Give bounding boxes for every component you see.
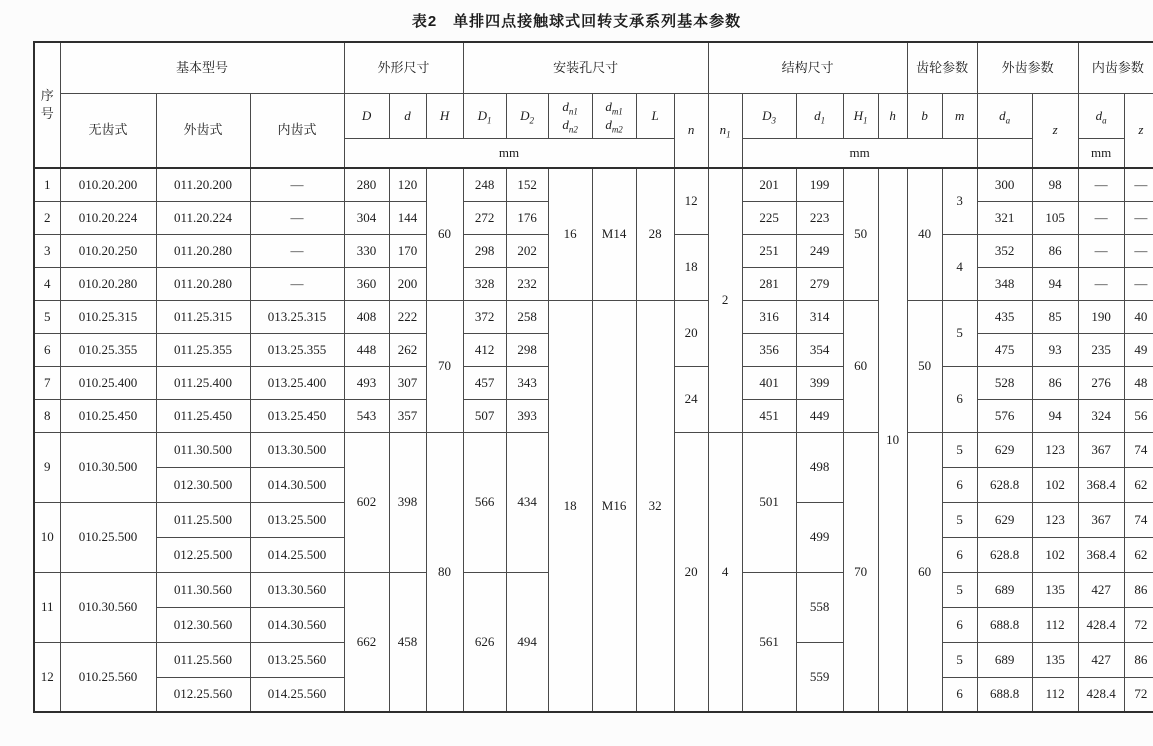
table-cell: 85: [1032, 300, 1078, 333]
table-cell: 629: [977, 432, 1032, 467]
column-symbol: $n_1$: [708, 93, 742, 168]
table-cell: 18: [674, 234, 708, 300]
table-cell: —: [250, 168, 344, 201]
table-cell: 014.30.560: [250, 607, 344, 642]
table-cell: 123: [1032, 502, 1078, 537]
table-cell: 262: [389, 333, 426, 366]
table-cell: 010.25.450: [60, 399, 156, 432]
table-cell: —: [1124, 267, 1153, 300]
table-cell: 558: [796, 572, 843, 642]
table-cell: 135: [1032, 572, 1078, 607]
table-cell: 74: [1124, 502, 1153, 537]
table-cell: 232: [506, 267, 548, 300]
header-cell: mm: [344, 138, 674, 168]
table-cell: 80: [426, 432, 463, 712]
table-cell: 494: [506, 572, 548, 712]
table-cell: 011.25.560: [156, 642, 250, 677]
table-cell: 190: [1078, 300, 1124, 333]
table-cell: 16: [548, 168, 592, 300]
table-cell: 199: [796, 168, 843, 201]
table-row: [34, 168, 1153, 201]
table-cell: 50: [907, 300, 942, 432]
table-cell: M16: [592, 300, 636, 712]
table-cell: 434: [506, 432, 548, 572]
table-cell: 428.4: [1078, 607, 1124, 642]
table-cell: 86: [1032, 234, 1078, 267]
table-cell: 368.4: [1078, 537, 1124, 572]
table-cell: 628.8: [977, 537, 1032, 572]
table-cell: 135: [1032, 642, 1078, 677]
table-cell: 251: [742, 234, 796, 267]
table-cell: 10: [878, 168, 907, 712]
table-cell: 011.25.355: [156, 333, 250, 366]
table-cell: 176: [506, 201, 548, 234]
table-cell: 225: [742, 201, 796, 234]
table-cell: 501: [742, 432, 796, 572]
table-cell: 475: [977, 333, 1032, 366]
table-cell: 86: [1124, 572, 1153, 607]
table-cell: 435: [977, 300, 1032, 333]
table-cell: 360: [344, 267, 389, 300]
column-symbol: L: [636, 93, 674, 138]
table-cell: 314: [796, 300, 843, 333]
table-cell: 626: [463, 572, 506, 712]
table-cell: 223: [796, 201, 843, 234]
table-cell: 011.20.224: [156, 201, 250, 234]
header-cell: 外齿参数: [977, 42, 1078, 93]
table-cell: 010.30.500: [60, 432, 156, 502]
table-cell: 011.25.450: [156, 399, 250, 432]
table-cell: 2: [34, 201, 60, 234]
table-cell: 9: [34, 432, 60, 502]
header-row: [34, 93, 1153, 138]
table-cell: 629: [977, 502, 1032, 537]
header-cell: 内齿式: [250, 93, 344, 168]
header-cell: 齿轮参数: [907, 42, 977, 93]
table-cell: 281: [742, 267, 796, 300]
table-cell: 48: [1124, 366, 1153, 399]
table-cell: 4: [708, 432, 742, 712]
table-cell: —: [250, 201, 344, 234]
table-cell: 343: [506, 366, 548, 399]
table-cell: 200: [389, 267, 426, 300]
table-cell: 222: [389, 300, 426, 333]
table-cell: 102: [1032, 537, 1078, 572]
table-cell: 010.25.400: [60, 366, 156, 399]
table-cell: 367: [1078, 432, 1124, 467]
table-cell: 12: [34, 642, 60, 712]
table-cell: 427: [1078, 642, 1124, 677]
table-cell: 688.8: [977, 607, 1032, 642]
table-cell: 201: [742, 168, 796, 201]
table-title: 表2 单排四点接触球式回转支承系列基本参数: [411, 13, 742, 30]
table-cell: 010.20.200: [60, 168, 156, 201]
column-symbol: z: [1124, 93, 1153, 168]
column-symbol: D: [344, 93, 389, 138]
table-cell: 18: [548, 300, 592, 712]
table-cell: 32: [636, 300, 674, 712]
table-cell: —: [1078, 168, 1124, 201]
table-cell: 4: [34, 267, 60, 300]
column-symbol: H: [426, 93, 463, 138]
table-cell: 328: [463, 267, 506, 300]
column-symbol: $D_3$: [742, 93, 796, 138]
table-cell: 94: [1032, 267, 1078, 300]
table-cell: 3: [34, 234, 60, 267]
table-cell: 012.30.560: [156, 607, 250, 642]
header-cell: 结构尺寸: [708, 42, 907, 93]
table-cell: 248: [463, 168, 506, 201]
table-cell: 689: [977, 572, 1032, 607]
table-cell: 013.25.315: [250, 300, 344, 333]
table-cell: 249: [796, 234, 843, 267]
table-cell: 011.25.500: [156, 502, 250, 537]
table-cell: 010.20.250: [60, 234, 156, 267]
table-cell: 5: [942, 300, 977, 366]
table-cell: 013.25.355: [250, 333, 344, 366]
table-cell: 5: [942, 502, 977, 537]
table-cell: 1: [34, 168, 60, 201]
header-cell: 序 号: [34, 42, 60, 168]
table-cell: 602: [344, 432, 389, 572]
column-symbol: n: [674, 93, 708, 168]
table-cell: 330: [344, 234, 389, 267]
table-cell: 012.30.500: [156, 467, 250, 502]
table-cell: 298: [463, 234, 506, 267]
table-cell: 010.25.355: [60, 333, 156, 366]
table-cell: 449: [796, 399, 843, 432]
table-cell: 60: [426, 168, 463, 300]
table-cell: 367: [1078, 502, 1124, 537]
table-cell: 6: [942, 366, 977, 432]
table-cell: 307: [389, 366, 426, 399]
header-cell: 基本型号: [60, 42, 344, 93]
table-cell: 401: [742, 366, 796, 399]
table-cell: 010.20.224: [60, 201, 156, 234]
table-cell: 427: [1078, 572, 1124, 607]
table-cell: 272: [463, 201, 506, 234]
table-cell: 74: [1124, 432, 1153, 467]
table-cell: 40: [1124, 300, 1153, 333]
table-cell: 011.30.500: [156, 432, 250, 467]
table-cell: 49: [1124, 333, 1153, 366]
table-cell: 4: [942, 234, 977, 300]
table-cell: 014.25.500: [250, 537, 344, 572]
table-cell: 014.30.500: [250, 467, 344, 502]
table-cell: 5: [942, 572, 977, 607]
table-row: [34, 300, 1153, 333]
table-cell: 28: [636, 168, 674, 300]
table-cell: 428.4: [1078, 677, 1124, 712]
table-cell: 559: [796, 642, 843, 712]
table-cell: 86: [1032, 366, 1078, 399]
column-symbol: $d_a$: [977, 93, 1032, 138]
column-symbol: m: [942, 93, 977, 138]
table-cell: 013.25.400: [250, 366, 344, 399]
table-cell: 561: [742, 572, 796, 712]
table-cell: 7: [34, 366, 60, 399]
header-row: [34, 42, 1153, 93]
table-cell: 688.8: [977, 677, 1032, 712]
table-cell: 102: [1032, 467, 1078, 502]
table-cell: 120: [389, 168, 426, 201]
table-cell: 6: [942, 607, 977, 642]
table-cell: 2: [708, 168, 742, 432]
table-cell: 010.20.280: [60, 267, 156, 300]
table-cell: 24: [674, 366, 708, 432]
table-cell: 399: [796, 366, 843, 399]
header-cell: mm: [1078, 138, 1124, 168]
parameters-table: [33, 41, 1153, 713]
table-cell: 321: [977, 201, 1032, 234]
table-cell: 398: [389, 432, 426, 572]
header-cell: 外齿式: [156, 93, 250, 168]
table-cell: 86: [1124, 642, 1153, 677]
table-cell: —: [1078, 267, 1124, 300]
table-cell: 010.25.560: [60, 642, 156, 712]
table-cell: 98: [1032, 168, 1078, 201]
column-symbol: h: [878, 93, 907, 138]
header-cell: 安装孔尺寸: [463, 42, 708, 93]
table-cell: 258: [506, 300, 548, 333]
table-cell: —: [1124, 234, 1153, 267]
table-cell: 499: [796, 502, 843, 572]
column-symbol: b: [907, 93, 942, 138]
table-cell: 94: [1032, 399, 1078, 432]
table-cell: 60: [843, 300, 878, 432]
table-cell: —: [250, 234, 344, 267]
table-cell: 70: [426, 300, 463, 432]
table-cell: 011.25.315: [156, 300, 250, 333]
column-symbol: d: [389, 93, 426, 138]
table-cell: 56: [1124, 399, 1153, 432]
column-symbol: $d_{n1}$ $d_{n2}$: [548, 93, 592, 138]
table-cell: 20: [674, 432, 708, 712]
table-cell: 662: [344, 572, 389, 712]
table-cell: 11: [34, 572, 60, 642]
table-cell: 348: [977, 267, 1032, 300]
table-cell: 60: [907, 432, 942, 712]
table-cell: 689: [977, 642, 1032, 677]
table-cell: 628.8: [977, 467, 1032, 502]
column-symbol: $d_{m1}$ $d_{m2}$: [592, 93, 636, 138]
table-cell: 144: [389, 201, 426, 234]
table-cell: —: [1124, 201, 1153, 234]
table-cell: 112: [1032, 677, 1078, 712]
table-cell: 566: [463, 432, 506, 572]
table-cell: 40: [907, 168, 942, 300]
table-cell: 279: [796, 267, 843, 300]
table-cell: 298: [506, 333, 548, 366]
table-cell: 010.25.500: [60, 502, 156, 572]
table-cell: 112: [1032, 607, 1078, 642]
column-symbol: $d_a$: [1078, 93, 1124, 138]
table-cell: 62: [1124, 467, 1153, 502]
table-cell: 013.30.560: [250, 572, 344, 607]
header-cell: mm: [742, 138, 977, 168]
table-cell: 457: [463, 366, 506, 399]
table-cell: 50: [843, 168, 878, 300]
table-cell: 276: [1078, 366, 1124, 399]
table-cell: 72: [1124, 677, 1153, 712]
table-cell: 5: [34, 300, 60, 333]
table-cell: 70: [843, 432, 878, 712]
table-cell: 6: [942, 537, 977, 572]
table-cell: 12: [674, 168, 708, 234]
table-cell: 393: [506, 399, 548, 432]
table-cell: 010.25.315: [60, 300, 156, 333]
table-cell: —: [1124, 168, 1153, 201]
table-cell: 013.30.500: [250, 432, 344, 467]
table-cell: 300: [977, 168, 1032, 201]
table-cell: 123: [1032, 432, 1078, 467]
table-cell: 8: [34, 399, 60, 432]
table-cell: 3: [942, 168, 977, 234]
table-cell: 576: [977, 399, 1032, 432]
table-cell: 105: [1032, 201, 1078, 234]
table-cell: 498: [796, 432, 843, 502]
table-cell: 6: [942, 677, 977, 712]
table-cell: 5: [942, 642, 977, 677]
table-cell: 316: [742, 300, 796, 333]
column-symbol: $D_2$: [506, 93, 548, 138]
table-cell: 011.25.400: [156, 366, 250, 399]
table-cell: —: [1078, 234, 1124, 267]
table-cell: 72: [1124, 607, 1153, 642]
table-cell: 010.30.560: [60, 572, 156, 642]
table-cell: 493: [344, 366, 389, 399]
header-cell: 外形尺寸: [344, 42, 463, 93]
column-symbol: z: [1032, 93, 1078, 168]
table-cell: 013.25.450: [250, 399, 344, 432]
column-symbol: $D_1$: [463, 93, 506, 138]
header-cell: [977, 138, 1032, 168]
table-cell: 6: [34, 333, 60, 366]
table-cell: 356: [742, 333, 796, 366]
table-cell: 012.25.500: [156, 537, 250, 572]
table-cell: 6: [942, 467, 977, 502]
table-cell: 458: [389, 572, 426, 712]
table-cell: 324: [1078, 399, 1124, 432]
table-cell: —: [250, 267, 344, 300]
table-cell: 011.20.280: [156, 234, 250, 267]
table-cell: 408: [344, 300, 389, 333]
table-cell: 412: [463, 333, 506, 366]
table-cell: 011.20.280: [156, 267, 250, 300]
table-cell: 014.25.560: [250, 677, 344, 712]
table-cell: 20: [674, 300, 708, 366]
header-cell: 内齿参数: [1078, 42, 1153, 93]
table-cell: 543: [344, 399, 389, 432]
column-symbol: $H_1$: [843, 93, 878, 138]
table-cell: 528: [977, 366, 1032, 399]
table-body: [34, 168, 1153, 712]
table-cell: 448: [344, 333, 389, 366]
table-cell: 012.25.560: [156, 677, 250, 712]
table-cell: 202: [506, 234, 548, 267]
table-cell: 152: [506, 168, 548, 201]
table-cell: 5: [942, 432, 977, 467]
table-cell: 013.25.560: [250, 642, 344, 677]
table-cell: 357: [389, 399, 426, 432]
table-cell: 013.25.500: [250, 502, 344, 537]
table-cell: 451: [742, 399, 796, 432]
table-cell: M14: [592, 168, 636, 300]
table-cell: 280: [344, 168, 389, 201]
table-cell: 507: [463, 399, 506, 432]
table-cell: 372: [463, 300, 506, 333]
table-cell: 235: [1078, 333, 1124, 366]
header-cell: 无齿式: [60, 93, 156, 168]
table-cell: 368.4: [1078, 467, 1124, 502]
table-cell: 10: [34, 502, 60, 572]
table-cell: 170: [389, 234, 426, 267]
table-cell: 352: [977, 234, 1032, 267]
column-symbol: $d_1$: [796, 93, 843, 138]
table-cell: 62: [1124, 537, 1153, 572]
table-cell: —: [1078, 201, 1124, 234]
table-cell: 354: [796, 333, 843, 366]
table-cell: 011.30.560: [156, 572, 250, 607]
table-cell: 304: [344, 201, 389, 234]
table-header: [34, 42, 1153, 168]
table-cell: 011.20.200: [156, 168, 250, 201]
table-cell: 93: [1032, 333, 1078, 366]
